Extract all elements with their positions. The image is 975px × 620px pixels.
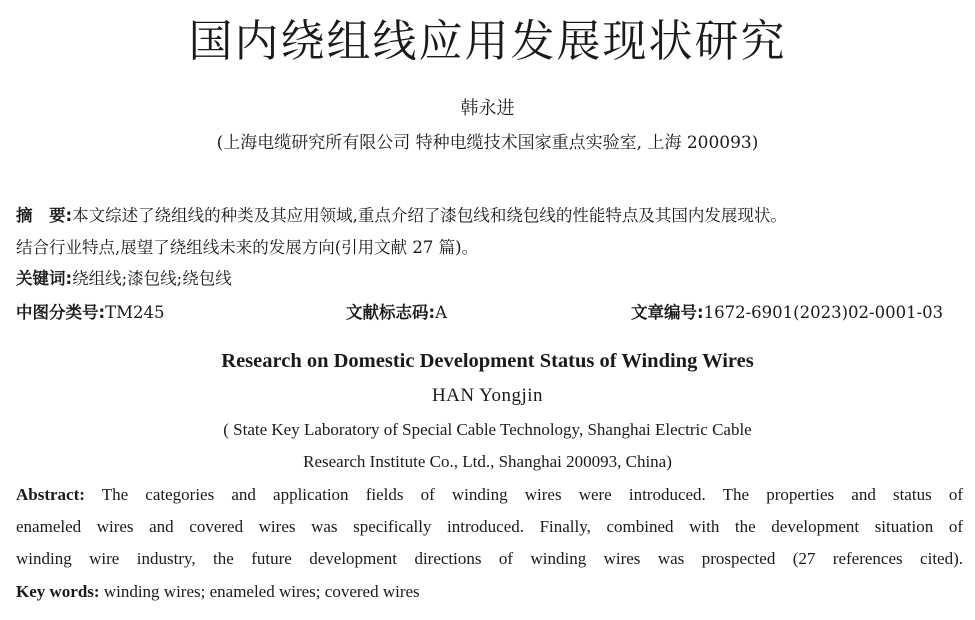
document-code bbox=[346, 301, 447, 325]
keywords-cn-label: 关键词: bbox=[16, 269, 73, 288]
affiliation-en-line-1: ( State Key Laboratory of Special Cable Technology, Shanghai Electric Cable bbox=[223, 420, 752, 439]
clc-label: 中图分类号: bbox=[16, 303, 106, 322]
clc-number bbox=[16, 301, 165, 325]
keywords-en-text: winding wires; enameled wires; covered wires bbox=[103, 582, 420, 601]
keywords-en bbox=[16, 580, 963, 604]
affiliation-cn: (上海电缆研究所有限公司 特种电缆技术国家重点实验室, 上海 200093) bbox=[216, 133, 759, 153]
keywords-en-label: Key words: bbox=[16, 582, 100, 601]
author-cn: 韩永进 bbox=[460, 98, 515, 119]
title-cn: 国内绕组线应用发展现状研究 bbox=[188, 16, 787, 67]
abstract-cn-text-1: 本文综述了绕组线的种类及其应用领域,重点介绍了漆包线和绕包线的性能特点及其国内发展现状。 bbox=[72, 206, 787, 225]
abstract-en-label: Abstract: bbox=[16, 485, 85, 504]
doc-code-value: A bbox=[435, 303, 448, 322]
keywords-cn bbox=[16, 267, 966, 291]
abstract-cn-line-1 bbox=[16, 204, 966, 228]
article-number-label: 文章编号: bbox=[631, 303, 704, 322]
keywords-cn-text: 绕组线;漆包线;绕包线 bbox=[72, 269, 232, 288]
article-number-value: 1672-6901(2023)02-0001-03 bbox=[703, 303, 944, 322]
abstract-en-line-2: enameled wires and covered wires was specifically introduced. Finally, combined with the development situation of bbox=[16, 517, 963, 536]
abstract-cn-label: 摘 要: bbox=[16, 206, 73, 225]
abstract-cn-line-2: 结合行业特点,展望了绕组线未来的发展方向(引用文献 27 篇)。 bbox=[16, 238, 479, 257]
affiliation-en-line-2: Research Institute Co., Ltd., Shanghai 200093, China) bbox=[303, 452, 672, 471]
author-en: HAN Yongjin bbox=[431, 385, 544, 406]
abstract-en-line-1 bbox=[16, 483, 963, 507]
abstract-en-line-3: winding wire industry, the future development directions of winding wires was prospected (27 references cited). bbox=[16, 549, 963, 568]
clc-value: TM245 bbox=[105, 303, 165, 322]
article-number bbox=[631, 301, 943, 325]
doc-code-label: 文献标志码: bbox=[346, 303, 436, 322]
title-en: Research on Domestic Development Status of Winding Wires bbox=[221, 350, 754, 372]
abstract-en-text-1: The categories and application fields of winding wires were introduced. The properties and status of bbox=[101, 485, 963, 504]
